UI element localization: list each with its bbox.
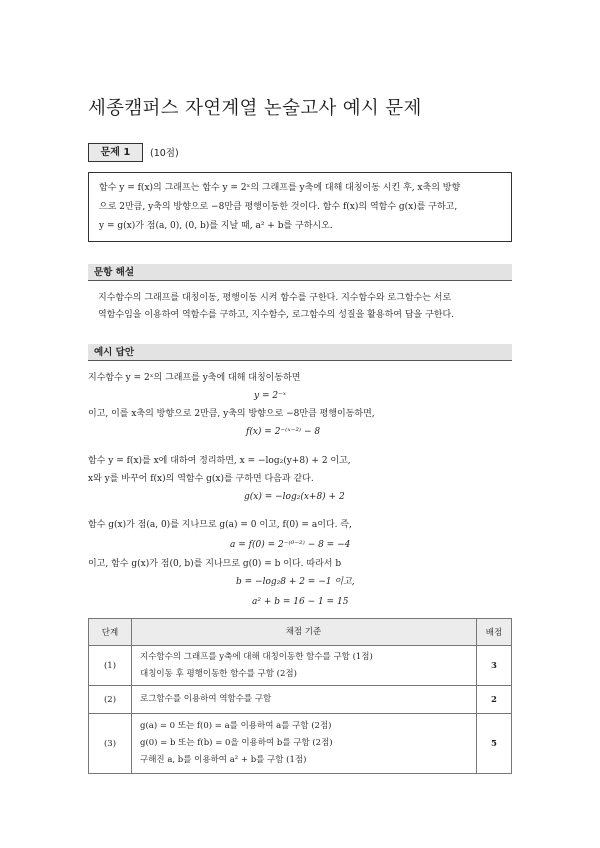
explanation-line-1: 지수함수의 그래프를 대칭이동, 평행이동 시켜 함수를 구한다. 지수함수와 로그함수는 서로: [98, 293, 452, 303]
row-3-criteria: [132, 714, 477, 774]
question-line-3: y = g(x)가 점(a, 0), (0, b)를 지날 때, a² + b를 구하시오.: [99, 221, 333, 231]
table-header-row: [89, 619, 512, 646]
row-1-step: (1): [89, 646, 132, 686]
page-title: 세종캠퍼스 자연계열 논술고사 예시 문제: [88, 98, 422, 119]
row-2-criteria: [132, 686, 477, 714]
answer-formula-4: a = f(0) = 2⁻⁽⁰⁻²⁾ − 8 = −4: [230, 540, 351, 550]
row-3-step: (3): [89, 714, 132, 774]
header-criteria: 채점 기준: [132, 619, 477, 646]
answer-formula-5: b = −log₂8 + 2 = −1 이고,: [236, 577, 355, 587]
answer-line-3: 함수 y = f(x)를 x에 대하여 정리하면, x = −log₂(y+8) + 2 이고,: [88, 456, 351, 466]
question-box: [88, 172, 512, 242]
question-points: (10점): [150, 148, 179, 159]
explanation-heading: 문항 해설: [88, 264, 512, 281]
question-label: 문제 1: [88, 143, 143, 162]
row-2-points: 2: [477, 686, 512, 714]
answer-heading: 예시 답안: [88, 344, 512, 361]
answer-line-6: 이고, 함수 g(x)가 점(0, b)를 지나므로 g(0) = b 이다. 따라서 b: [88, 559, 342, 569]
answer-line-5: 함수 g(x)가 점(a, 0)를 지나므로 g(a) = 0 이고, f(0) = a이다. 즉,: [88, 520, 352, 530]
row-2-criterion-1: 로그함수를 이용하여 역함수를 구함: [140, 694, 272, 704]
table-row: [89, 686, 512, 714]
table-row: [89, 714, 512, 774]
header-points: 배점: [477, 619, 512, 646]
row-2-step: (2): [89, 686, 132, 714]
row-3-criterion-3: 구해진 a, b를 이용하여 a² + b를 구함 (1점): [140, 755, 307, 765]
explanation-line-2: 역함수임을 이용하여 역함수를 구하고, 지수함수, 로그함수의 성질을 활용하여 답을 구한다.: [98, 310, 455, 320]
row-1-points: 3: [477, 646, 512, 686]
header-step: 단계: [89, 619, 132, 646]
table-row: [89, 646, 512, 686]
row-3-points: 5: [477, 714, 512, 774]
row-3-criterion-2: g(0) = b 또는 f(b) = 0을 이용하여 b를 구함 (2점): [140, 738, 333, 748]
answer-formula-2: f(x) = 2⁻⁽ˣ⁻²⁾ − 8: [246, 427, 321, 437]
scoring-table: [88, 618, 512, 774]
document-page: [88, 0, 512, 848]
question-line-1: 함수 y = f(x)의 그래프는 함수 y = 2ˣ의 그래프를 y축에 대해 대칭이동 시킨 후, x축의 방향: [99, 183, 461, 193]
row-1-criteria: [132, 646, 477, 686]
question-line-2: 으로 2만큼, y축의 방향으로 −8만큼 평행이동한 것이다. 함수 f(x)의 역함수 g(x)를 구하고,: [99, 202, 458, 212]
answer-formula-6: a² + b = 16 − 1 = 15: [252, 597, 349, 607]
answer-line-1: 지수함수 y = 2ˣ의 그래프를 y축에 대해 대칭이동하면: [88, 373, 301, 383]
answer-line-4: x와 y를 바꾸어 f(x)의 역함수 g(x)를 구하면 다음과 같다.: [88, 474, 314, 484]
answer-formula-1: y = 2⁻ˣ: [254, 391, 287, 401]
row-3-criterion-1: g(a) = 0 또는 f(0) = a를 이용하여 a를 구함 (2점): [140, 721, 332, 731]
answer-formula-3: g(x) = −log₂(x+8) + 2: [244, 492, 345, 502]
answer-line-2: 이고, 이를 x축의 방향으로 2만큼, y축의 방향으로 −8만큼 평행이동하면,: [88, 409, 375, 419]
row-1-criterion-1: 지수함수의 그래프를 y축에 대해 대칭이동한 함수를 구함 (1점): [140, 651, 373, 662]
row-1-criterion-2: 대칭이동 후 평행이동한 함수를 구함 (2점): [140, 668, 297, 679]
